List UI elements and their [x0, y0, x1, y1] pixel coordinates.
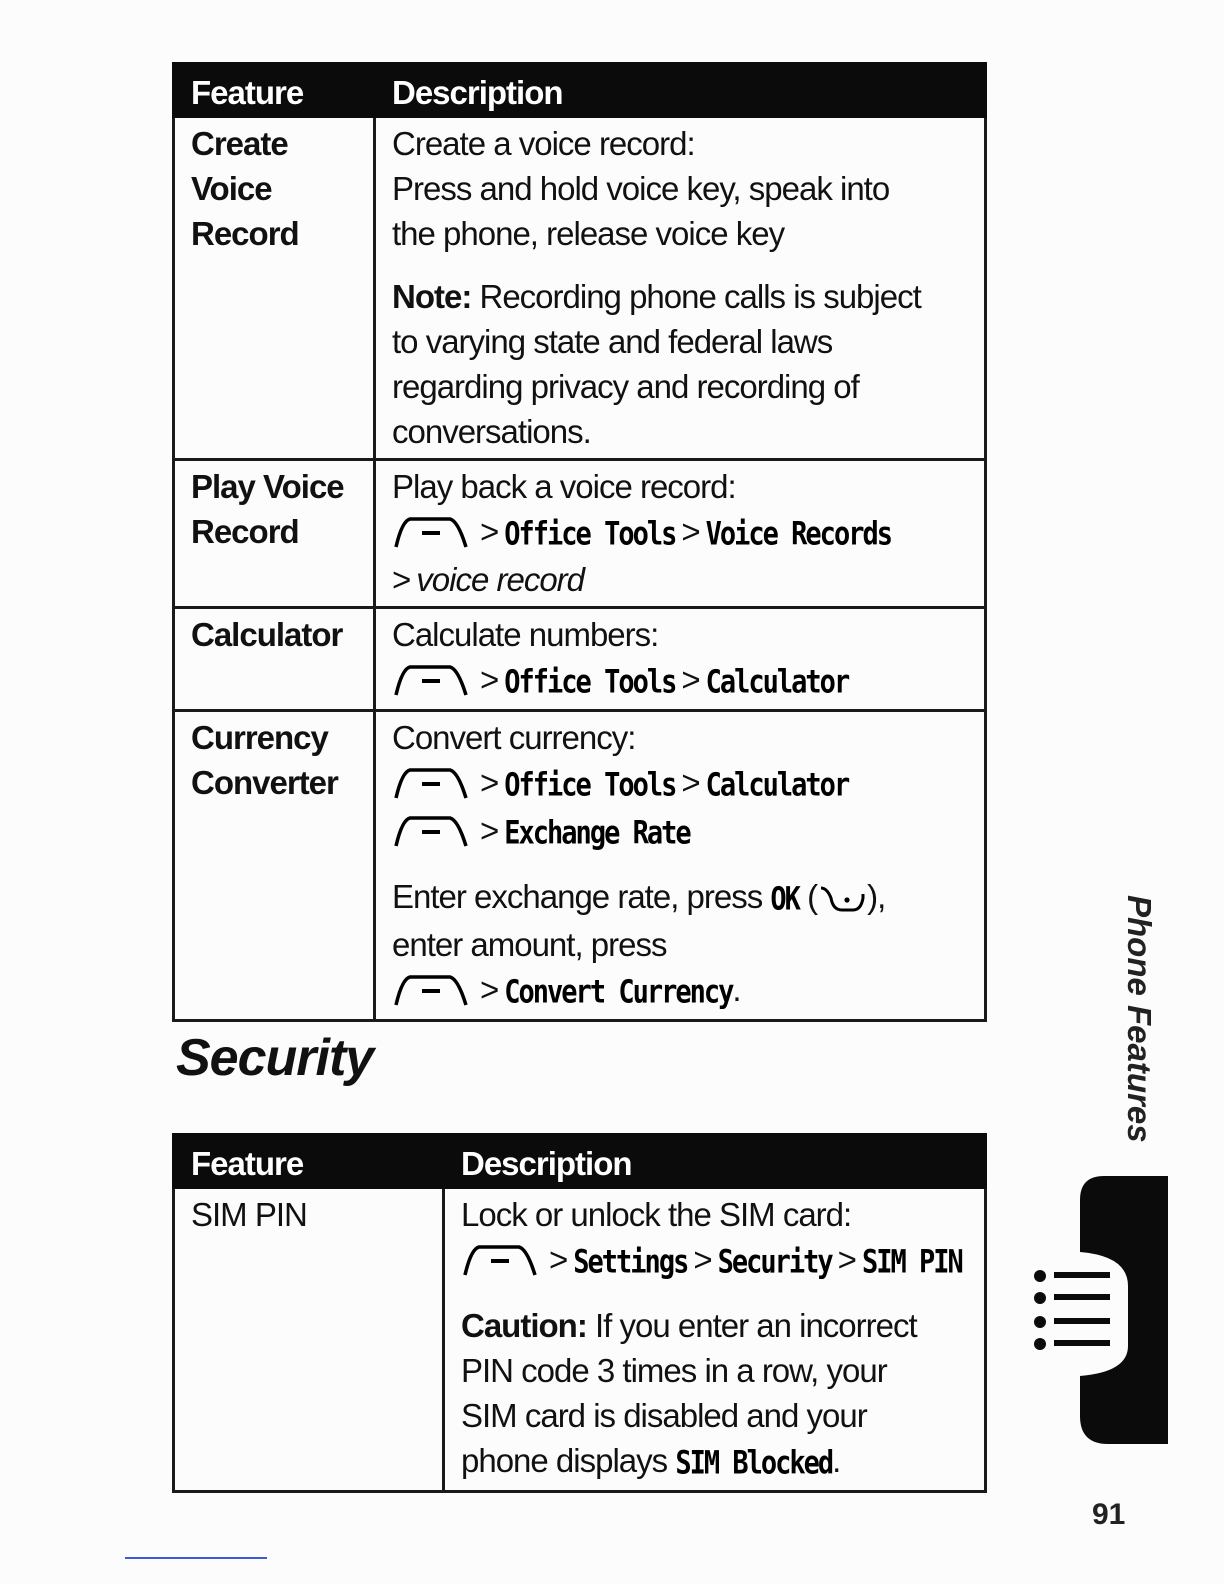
menu-key-icon	[392, 971, 474, 1009]
menu-item-convert-currency: Convert Currency	[504, 974, 733, 1011]
ok-softkey-label: OK	[770, 881, 799, 918]
menu-key-icon	[392, 513, 474, 551]
instruction-text: Enter exchange rate, press	[392, 878, 771, 915]
center-key-icon	[817, 884, 867, 914]
menu-item-voice-records: Voice Records	[705, 516, 891, 553]
feature-column-header: Feature	[174, 64, 375, 117]
feature-cell	[174, 460, 375, 608]
path-separator: >	[681, 513, 700, 550]
menu-item-calculator: Calculator	[705, 664, 849, 701]
phone-features-table	[172, 62, 987, 1022]
caution-label: Caution:	[461, 1307, 587, 1344]
list-icon	[1028, 1176, 1168, 1446]
menu-path	[392, 808, 968, 856]
caution-line: phone displays SIM Blocked.	[461, 1438, 968, 1486]
menu-item-sim-pin: SIM PIN	[861, 1244, 962, 1281]
menu-item-exchange-rate: Exchange Rate	[504, 815, 690, 852]
table-header-row	[174, 1135, 986, 1188]
path-separator: >	[480, 764, 499, 801]
section-title: Security	[176, 1029, 374, 1087]
description-cell	[444, 1188, 986, 1492]
caution-text: PIN code 3 times in a row, your	[461, 1352, 887, 1389]
description-cell	[375, 608, 986, 711]
feature-cell	[174, 711, 375, 1021]
path-separator: >	[693, 1241, 712, 1278]
note-text: conversations.	[392, 413, 591, 450]
description-intro: Lock or unlock the SIM card:	[461, 1196, 852, 1233]
note-text: to varying state and federal laws	[392, 323, 833, 360]
page-number: 91	[1092, 1498, 1126, 1531]
note-line	[392, 274, 968, 319]
table-row	[174, 1188, 986, 1492]
feature-name-line: Voice	[191, 170, 272, 207]
path-separator: >	[681, 764, 700, 801]
menu-path	[461, 1237, 968, 1285]
description-cell	[375, 711, 986, 1021]
path-separator: >	[837, 1241, 856, 1278]
description-intro: Create a voice record:	[392, 125, 695, 162]
menu-item-security: Security	[717, 1244, 832, 1281]
bottom-divider	[125, 1557, 267, 1559]
note-label: Note:	[392, 278, 472, 315]
feature-cell: Calculator	[174, 608, 375, 711]
caution-text: phone displays	[461, 1442, 676, 1479]
note-text: regarding privacy and recording of	[392, 368, 859, 405]
caution-text: If you enter an incorrect	[586, 1307, 917, 1344]
feature-column-header: Feature	[174, 1135, 444, 1188]
path-separator: >	[681, 661, 700, 698]
menu-item-office-tools: Office Tools	[504, 516, 676, 553]
caution-text: SIM card is disabled and your	[461, 1397, 867, 1434]
menu-item-voice-record: voice record	[416, 561, 585, 598]
description-cell	[375, 117, 986, 460]
description-cell	[375, 460, 986, 608]
feature-name-line: Play Voice	[191, 468, 344, 505]
instruction-line: Enter exchange rate, press OK ( ),	[392, 874, 968, 922]
table-row	[174, 460, 986, 608]
path-separator: >	[480, 812, 499, 849]
menu-key-icon	[461, 1241, 543, 1279]
menu-key-icon	[392, 812, 474, 850]
feature-name-line: Record	[191, 513, 299, 550]
description-intro: Calculate numbers:	[392, 616, 659, 653]
description-intro: Play back a voice record:	[392, 468, 736, 505]
table-row	[174, 608, 986, 711]
path-separator: >	[549, 1241, 568, 1278]
menu-path	[392, 760, 968, 808]
menu-path	[392, 509, 968, 557]
menu-key-icon	[392, 764, 474, 802]
feature-cell: SIM PIN	[174, 1188, 444, 1492]
description-intro: Convert currency:	[392, 719, 636, 756]
description-column-header: Description	[375, 64, 986, 117]
caution-line	[461, 1303, 968, 1348]
menu-path: > Convert Currency.	[392, 967, 968, 1015]
feature-name-line: Currency	[191, 719, 328, 756]
description-text: the phone, release voice key	[392, 215, 785, 252]
instruction-text: enter amount, press	[392, 926, 667, 963]
menu-item-office-tools: Office Tools	[504, 767, 676, 804]
feature-name-line: Record	[191, 215, 299, 252]
menu-item-settings: Settings	[573, 1244, 688, 1281]
table-row	[174, 711, 986, 1021]
menu-key-icon	[392, 661, 474, 699]
side-tab-label: Phone Features	[1121, 895, 1158, 1143]
menu-item-calculator: Calculator	[705, 767, 849, 804]
path-separator: >	[480, 661, 499, 698]
menu-item-office-tools: Office Tools	[504, 664, 676, 701]
table-header-row	[174, 64, 986, 117]
menu-path-tail	[392, 557, 968, 602]
description-text: Press and hold voice key, speak into	[392, 170, 890, 207]
table-row	[174, 117, 986, 460]
security-features-table	[172, 1133, 987, 1493]
feature-name-line: Converter	[191, 764, 338, 801]
note-text: Recording phone calls is subject	[471, 278, 921, 315]
feature-cell	[174, 117, 375, 460]
feature-name-line: Create	[191, 125, 288, 162]
sim-blocked-label: SIM Blocked	[675, 1445, 833, 1482]
description-column-header: Description	[444, 1135, 986, 1188]
path-separator: >	[480, 971, 499, 1008]
path-separator: >	[480, 513, 499, 550]
menu-path	[392, 657, 968, 705]
path-separator: >	[392, 561, 411, 598]
